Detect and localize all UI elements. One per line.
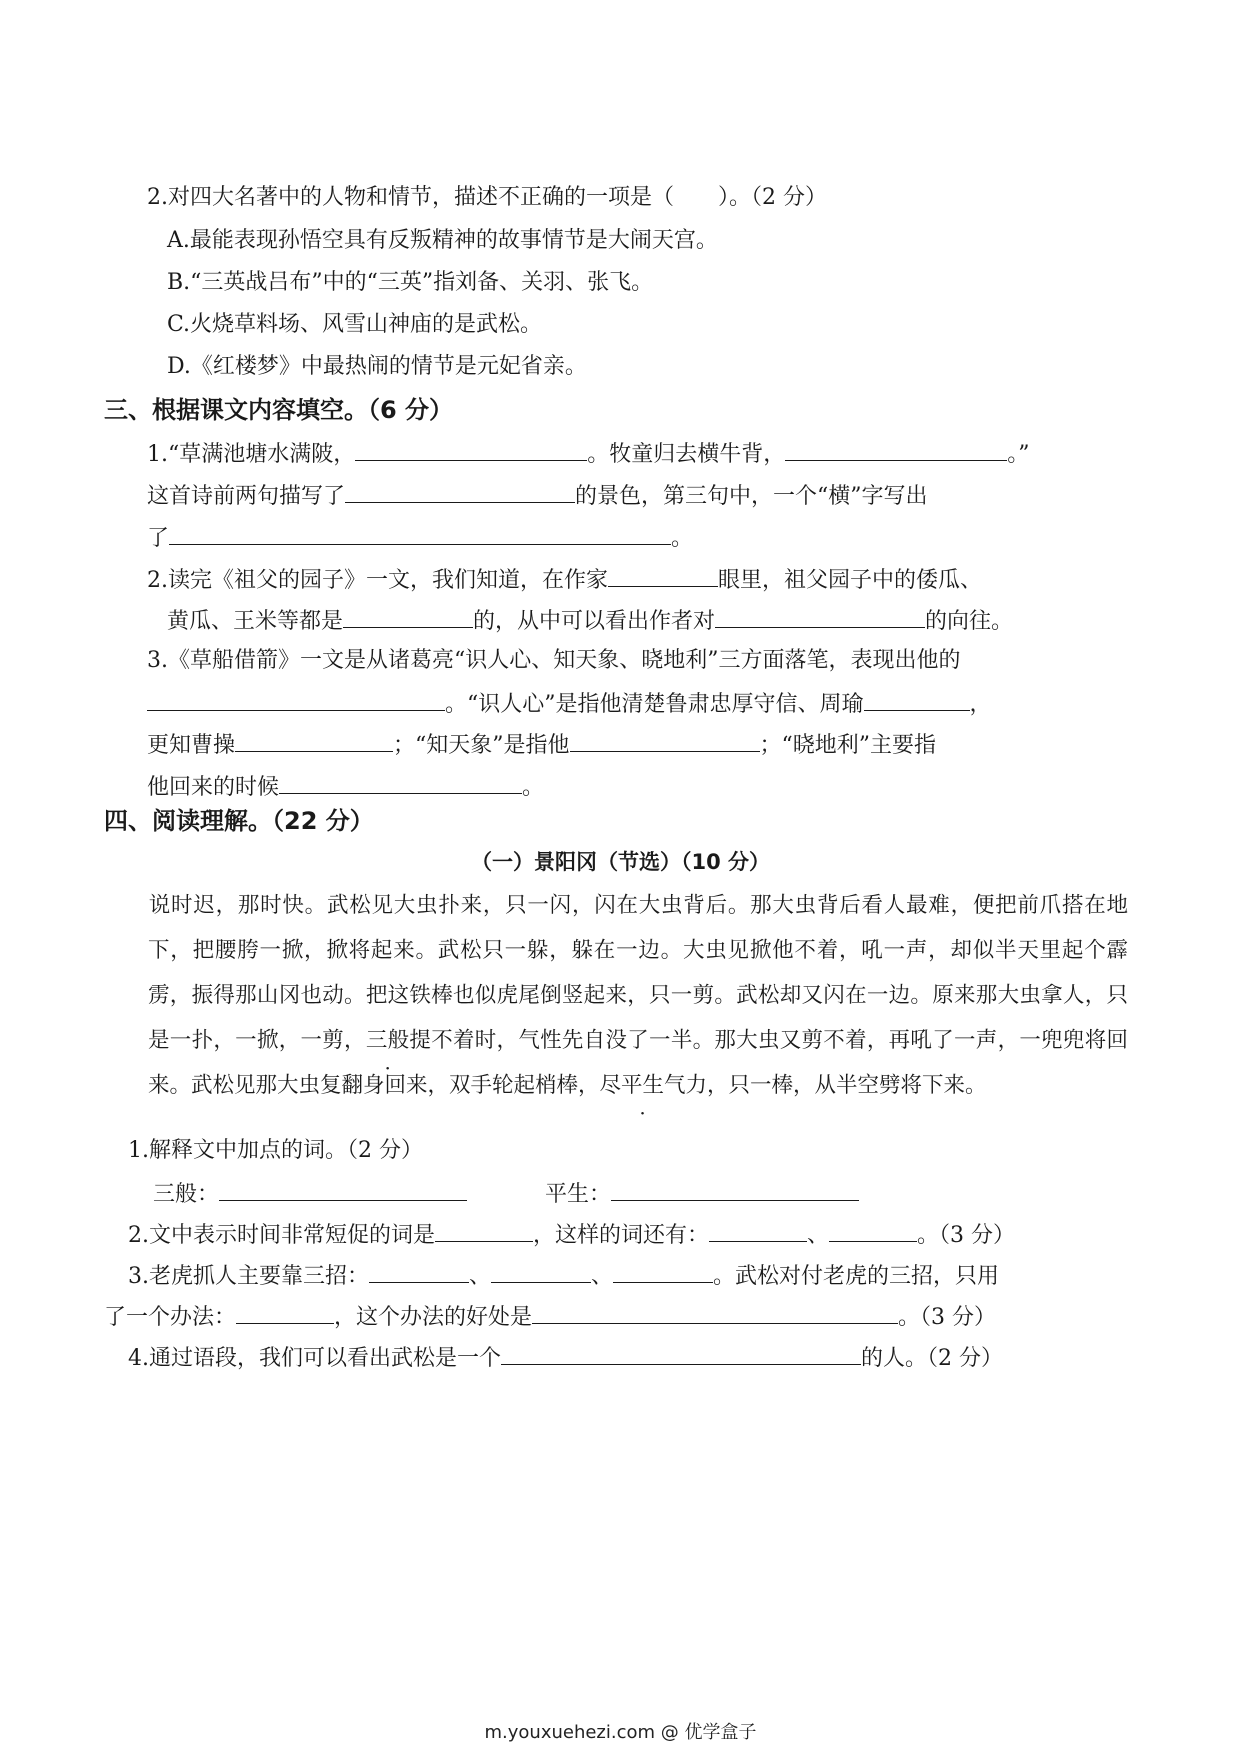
passage-title: （一）景阳冈（节选）（10 分）: [470, 850, 771, 874]
s3-q3-blank-1[interactable]: [147, 688, 445, 711]
s4-q3-blank-5[interactable]: [532, 1301, 898, 1324]
s4-q3-blank-2[interactable]: [491, 1260, 591, 1283]
s4-q1-label-a: 三般：: [153, 1182, 220, 1207]
s4-q3-blank-3[interactable]: [613, 1260, 713, 1283]
s3-q1-text-f: 了: [147, 526, 170, 551]
passage-part-2: 提不着时，气性先自没了一半。那大虫又剪不着，再吼了一声，一兜兜将回来。武松见那大虫复翻身回来，双手轮起梢棒，尽: [148, 1028, 1128, 1098]
s4-q3-text-f: ，这个办法的好处是: [334, 1305, 533, 1330]
s4-q2-blank-3[interactable]: [829, 1219, 917, 1242]
s3-q3-text-e: ；“知天象”是指他: [393, 733, 570, 758]
s3-q3-text-c: ，: [969, 692, 992, 717]
s3-q1-blank-2[interactable]: [785, 438, 1007, 461]
s4-q1-answers: [153, 1178, 859, 1210]
s3-q3-line3: [147, 729, 936, 761]
s3-q3-text-d: 更知曹操: [147, 733, 236, 758]
q2-option-c: C.火烧草料场、风雪山神庙的是武松。: [167, 312, 543, 337]
s3-q2-blank-2[interactable]: [343, 605, 473, 628]
s4-q3-text-c: 、: [591, 1264, 614, 1289]
dotted-word-pingsheng: 平生: [621, 1073, 665, 1098]
s4-q3-blank-4[interactable]: [236, 1301, 334, 1324]
s3-q2-blank-1[interactable]: [608, 564, 718, 587]
s3-q1-text-e: 的景色，第三句中，一个“横”字写出: [575, 484, 928, 509]
s4-q3-text-b: 、: [469, 1264, 492, 1289]
s4-q1-blank-2[interactable]: [611, 1178, 859, 1201]
s3-q3-blank-3[interactable]: [235, 729, 393, 752]
s3-q3-blank-2[interactable]: [864, 688, 970, 711]
s4-q4-text-a: 4.通过语段，我们可以看出武松是一个: [128, 1346, 501, 1371]
s4-q2-text-d: 。（3 分）: [917, 1223, 1016, 1248]
s3-q1-blank-1[interactable]: [355, 438, 587, 461]
s3-q2-text-d: 的，从中可以看出作者对: [473, 609, 716, 634]
s3-q1-blank-3[interactable]: [345, 480, 575, 503]
s4-q3-line2: [104, 1301, 996, 1333]
q2-option-a: A.最能表现孙悟空具有反叛精神的故事情节是大闹天宫。: [167, 228, 718, 253]
s3-q3-text-g: 他回来的时候: [147, 775, 280, 800]
s3-q1-line1: [147, 438, 1030, 470]
footer-watermark: m.youxuehezi.com @ 优学盒子: [484, 1722, 757, 1743]
s3-q2-text-c: 黄瓜、王米等都是: [167, 609, 344, 634]
s4-q4-line: [128, 1342, 1003, 1374]
dotted-word-sanban: 三般: [365, 1028, 410, 1053]
s3-q2-text-b: 眼里，祖父园子中的倭瓜、: [718, 568, 983, 593]
passage-part-3: 气力，只一棒，从半空劈将下来。: [664, 1073, 987, 1098]
s3-q3-blank-5[interactable]: [279, 771, 522, 794]
s3-q3-line2: [147, 688, 992, 720]
s4-q3-text-d: 。武松对付老虎的三招，只用: [713, 1264, 1000, 1289]
s4-q1-stem: 1.解释文中加点的词。（2 分）: [128, 1138, 423, 1163]
s3-q1-blank-4[interactable]: [169, 522, 671, 545]
q2-option-d: D.《红楼梦》中最热闹的情节是元妃省亲。: [167, 354, 587, 379]
s3-q1-text-a: 1.“草满池塘水满陂，: [147, 442, 356, 467]
s3-q2-text-e: 的向往。: [925, 609, 1014, 634]
s4-q3-line1: [128, 1260, 999, 1292]
s3-q3-blank-4[interactable]: [570, 729, 760, 752]
s4-q2-blank-1[interactable]: [435, 1219, 533, 1242]
s4-q4-blank-1[interactable]: [501, 1342, 861, 1365]
s4-q3-blank-1[interactable]: [369, 1260, 469, 1283]
s3-q2-line1: [147, 564, 982, 596]
s3-q2-blank-3[interactable]: [715, 605, 925, 628]
s4-q3-text-a: 3.老虎抓人主要靠三招：: [128, 1264, 369, 1289]
s4-q4-text-b: 的人。（2 分）: [861, 1346, 1003, 1371]
passage-part-1: 说时迟，那时快。武松见大虫扑来，只一闪，闪在大虫背后。那大虫背后看人最难，便把前爪搭在地下，把腰胯一掀，掀将起来。武松只一躲，躲在一边。大虫见掀他不着，吼一声，却似半天里起个霹雳，振得那山冈也动。把这铁棒也似虎尾倒竖起来，只一剪。武松却又闪在一边。原来那大虫拿人，只是一扑，一掀，一剪，: [148, 893, 1128, 1053]
s4-q2-text-c: 、: [807, 1223, 830, 1248]
s3-q1-text-d: 这首诗前两句描写了: [147, 484, 346, 509]
s4-q1-blank-1[interactable]: [219, 1178, 467, 1201]
passage-text: [148, 883, 1128, 1108]
s3-q1-text-b: 。牧童归去横牛背，: [587, 442, 786, 467]
s4-q2-text-b: ，这样的词还有：: [533, 1223, 710, 1248]
s4-q3-text-e: 了一个办法：: [104, 1305, 237, 1330]
s3-q1-text-c: 。”: [1007, 442, 1030, 467]
s3-q3-line4: [147, 771, 544, 803]
q2-option-b: B.“三英战吕布”中的“三英”指刘备、关羽、张飞。: [167, 270, 654, 295]
s4-q2-blank-2[interactable]: [709, 1219, 807, 1242]
section3-title: 三、根据课文内容填空。（6 分）: [104, 396, 454, 424]
s3-q3-text-f: ；“晓地利”主要指: [759, 733, 937, 758]
s3-q3-text-h: 。: [522, 775, 545, 800]
s4-q1-label-b: 平生：: [545, 1182, 612, 1207]
s3-q3-text-b: 。“识人心”是指他清楚鲁肃忠厚守信、周瑜: [445, 692, 864, 717]
q2-stem: 2.对四大名著中的人物和情节，描述不正确的一项是（ ）。（2 分）: [147, 185, 827, 210]
s3-q1-line3: [147, 522, 693, 554]
s4-q3-text-g: 。（3 分）: [898, 1305, 997, 1330]
s4-q2-line: [128, 1219, 1015, 1251]
s3-q3-line1: 3.《草船借箭》一文是从诸葛亮“识人心、知天象、晓地利”三方面落笔，表现出他的: [147, 648, 961, 673]
s3-q2-text-a: 2.读完《祖父的园子》一文，我们知道，在作家: [147, 568, 608, 593]
s3-q1-text-g: 。: [671, 526, 694, 551]
s4-q2-text-a: 2.文中表示时间非常短促的词是: [128, 1223, 435, 1248]
s3-q1-line2: [147, 480, 928, 512]
s3-q2-line2: [167, 605, 1013, 637]
section4-title: 四、阅读理解。（22 分）: [104, 807, 374, 835]
